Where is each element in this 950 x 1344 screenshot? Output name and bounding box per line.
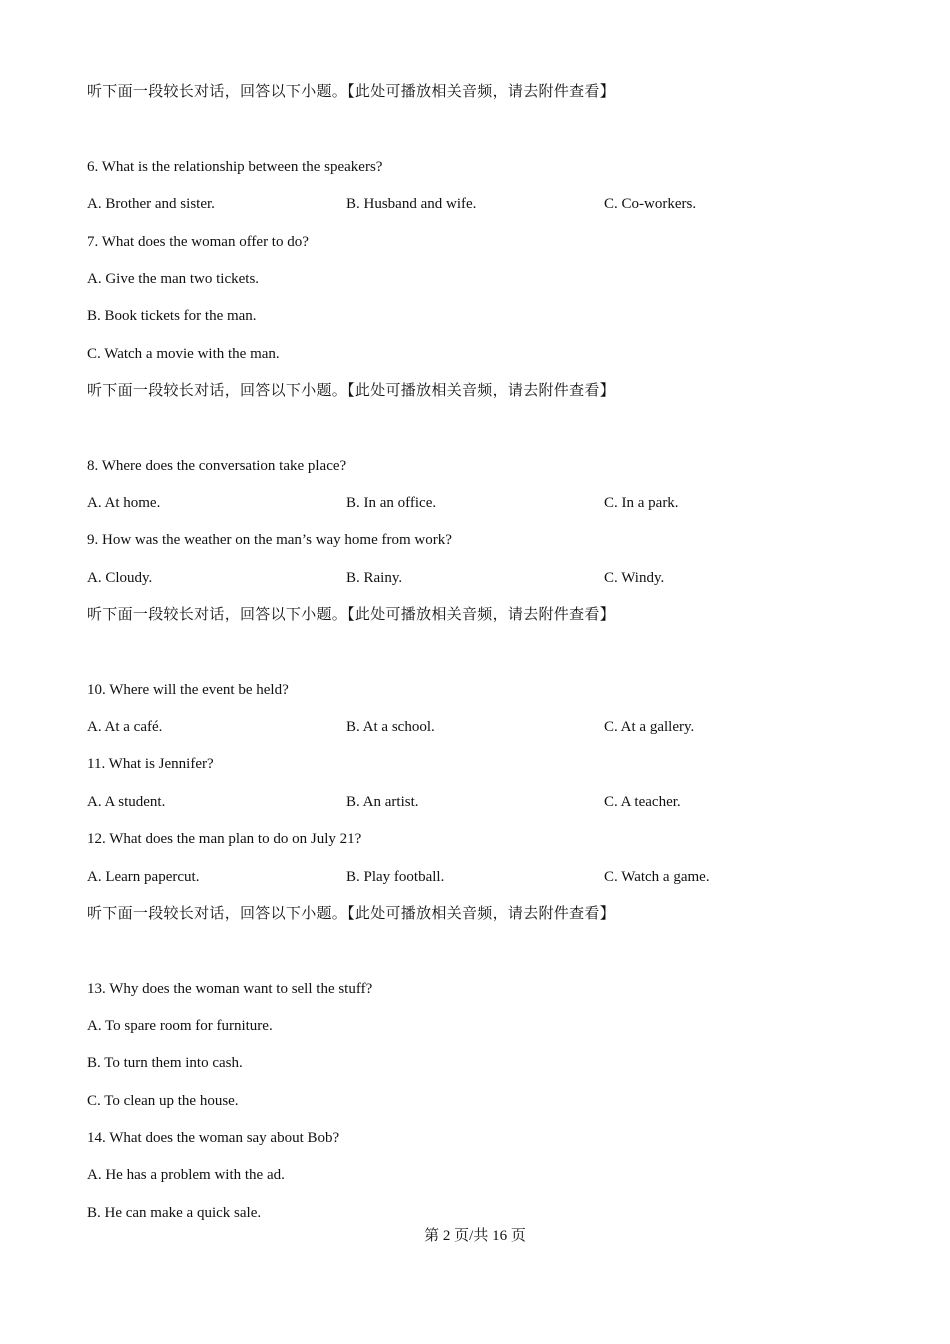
question-7-option-a: A. Give the man two tickets. [87, 271, 260, 287]
question-6-option-b: B. Husband and wife. [346, 196, 477, 212]
question-9-option-a: A. Cloudy. [87, 570, 153, 586]
question-14-option-a: A. He has a problem with the ad. [87, 1167, 285, 1183]
question-7-option-b: B. Book tickets for the man. [87, 308, 257, 324]
question-8-option-a: A. At home. [87, 495, 161, 511]
question-14: 14. What does the woman say about Bob? [87, 1130, 340, 1146]
question-10: 10. Where will the event be held? [87, 682, 289, 698]
page-number-footer: 第 2 页/共 16 页 [424, 1228, 526, 1244]
question-12-option-b: B. Play football. [346, 869, 445, 885]
question-14-option-b: B. He can make a quick sale. [87, 1205, 262, 1221]
question-8-option-b: B. In an office. [346, 495, 437, 511]
question-11-option-b: B. An artist. [346, 794, 419, 810]
question-6: 6. What is the relationship between the speakers? [87, 159, 383, 175]
question-6-option-c: C. Co-workers. [604, 196, 697, 212]
question-13-option-c: C. To clean up the house. [87, 1093, 239, 1109]
question-7: 7. What does the woman offer to do? [87, 234, 309, 250]
question-13: 13. Why does the woman want to sell the stuff? [87, 981, 373, 997]
question-7-option-c: C. Watch a movie with the man. [87, 346, 280, 362]
question-6-option-a: A. Brother and sister. [87, 196, 215, 212]
listening-instruction: 听下面一段较长对话，回答以下小题。【此处可播放相关音频，请去附件查看】 [87, 906, 616, 922]
question-11-option-a: A. A student. [87, 794, 166, 810]
question-9-option-c: C. Windy. [604, 570, 665, 586]
question-8-option-c: C. In a park. [604, 495, 679, 511]
question-10-option-b: B. At a school. [346, 719, 435, 735]
question-12: 12. What does the man plan to do on July 21? [87, 831, 362, 847]
question-13-option-a: A. To spare room for furniture. [87, 1018, 273, 1034]
question-12-option-c: C. Watch a game. [604, 869, 710, 885]
question-10-option-a: A. At a café. [87, 719, 163, 735]
question-11: 11. What is Jennifer? [87, 756, 214, 772]
question-11-option-c: C. A teacher. [604, 794, 681, 810]
question-12-option-a: A. Learn papercut. [87, 869, 200, 885]
question-8: 8. Where does the conversation take place? [87, 458, 347, 474]
listening-instruction: 听下面一段较长对话，回答以下小题。【此处可播放相关音频，请去附件查看】 [87, 607, 616, 623]
question-9-option-b: B. Rainy. [346, 570, 403, 586]
listening-instruction: 听下面一段较长对话，回答以下小题。【此处可播放相关音频，请去附件查看】 [87, 383, 616, 399]
question-10-option-c: C. At a gallery. [604, 719, 695, 735]
question-9: 9. How was the weather on the man’s way home from work? [87, 532, 452, 548]
question-13-option-b: B. To turn them into cash. [87, 1055, 243, 1071]
listening-instruction: 听下面一段较长对话，回答以下小题。【此处可播放相关音频，请去附件查看】 [87, 84, 616, 100]
